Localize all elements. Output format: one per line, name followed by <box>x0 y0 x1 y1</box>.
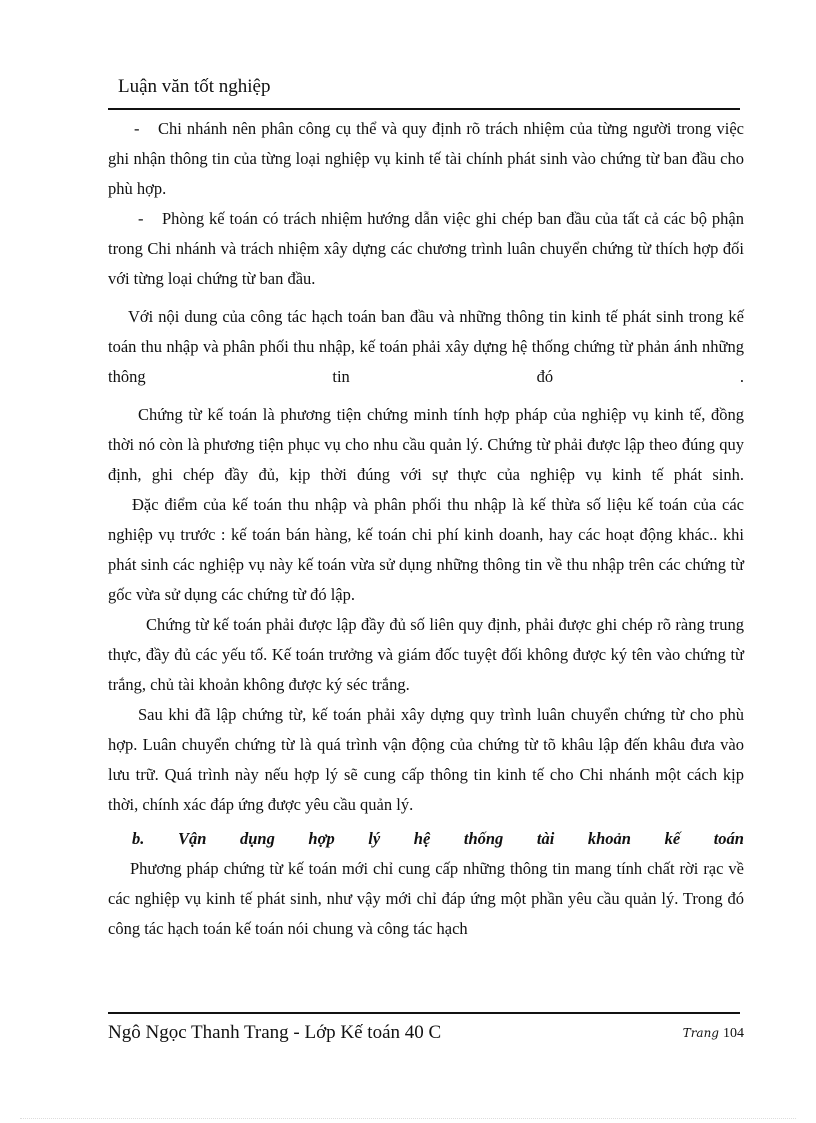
bullet-dash: - <box>134 119 140 138</box>
page-header-title: Luận văn tốt nghiệp <box>118 76 271 97</box>
footer-author: Ngô Ngọc Thanh Trang - Lớp Kế toán 40 C <box>108 1022 442 1043</box>
bullet-paragraph <box>108 204 744 294</box>
footer-page-number <box>683 1026 744 1042</box>
document-body <box>108 114 744 944</box>
paragraph-text: Chi nhánh nên phân công cụ thể và quy định rõ trách nhiệm của từng người trong việc ghi nhận thông tin của từng loại nghiệp vụ kinh tế tài chính phát sinh vào chứng từ ban đầu cho phù hợp. <box>108 119 744 198</box>
body-paragraph: Chứng từ kế toán là phương tiện chứng minh tính hợp pháp của nghiệp vụ kinh tế, đồng thời nó còn là phương tiện phục vụ cho nhu cầu quản lý. Chứng từ phải được lập theo đúng quy định, ghi chép đầy đủ, kịp thời đúng với sự thực của nghiệp vụ kinh tế phát sinh. <box>108 405 744 484</box>
body-paragraph: Sau khi đã lập chứng từ, kế toán phải xây dựng quy trình luân chuyển chứng từ cho phù hợp. Luân chuyển chứng từ là quá trình vận động của chứng từ tõ khâu lập đến khâu đưa vào lưu trữ. Quá trình này nếu hợp lý sẽ cung cấp thông tin kinh tế cho Chi nhánh một cách kịp thời, chính xác đáp ứng được yêu cầu quản lý. <box>108 705 744 814</box>
body-paragraph: Phương pháp chứng từ kế toán mới chỉ cung cấp những thông tin mang tính chất rời rạc về các nghiệp vụ kinh tế phát sinh, như vậy mới chỉ đáp ứng một phần yêu cầu quản lý. Trong đó công tác hạch toán kế toán nói chung và công tác hạch <box>108 859 744 938</box>
paragraph-text: Phòng kế toán có trách nhiệm hướng dẫn việc ghi chép ban đầu của tất cả các bộ phận trong Chi nhánh và trách nhiệm xây dựng các chương trình luân chuyển chứng từ thích hợp đối với từng loại chứng từ ban đầu. <box>108 209 744 288</box>
page-word: Trang <box>682 1026 719 1040</box>
page-edge-dotted-line <box>20 1118 796 1119</box>
page-number: 104 <box>723 1026 744 1041</box>
body-paragraph: Với nội dung của công tác hạch toán ban đầu và những thông tin kinh tế phát sinh trong kế toán thu nhập và phân phối thu nhập, kế toán phải xây dựng hệ thống chứng từ phản ánh những thông tin đó . <box>108 307 744 386</box>
section-heading: b. Vận dụng hợp lý hệ thống tài khoản kế toán <box>132 829 744 848</box>
body-paragraph: Đặc điểm của kế toán thu nhập và phân phối thu nhập là kế thừa số liệu kế toán của các nghiệp vụ trước : kế toán bán hàng, kế toán chi phí kinh doanh, hay các hoạt động khác.. khi phát sinh các nghiệp vụ này kế toán vừa sử dụng những thông tin về thu nhập trên các chứng từ gốc vừa sử dụng các chứng từ đó lập. <box>108 495 744 604</box>
body-paragraph: Chứng từ kế toán phải được lập đầy đủ số liên quy định, phải được ghi chép rõ ràng trung thực, đầy đủ các yếu tố. Kế toán trưởng và giám đốc tuyệt đối không được ký tên vào chứng từ trắng, chủ tài khoản không được ký séc trắng. <box>108 615 744 694</box>
bullet-dash: - <box>138 209 144 228</box>
bullet-paragraph <box>108 114 744 204</box>
header-rule <box>108 108 740 110</box>
footer-rule <box>108 1012 740 1014</box>
